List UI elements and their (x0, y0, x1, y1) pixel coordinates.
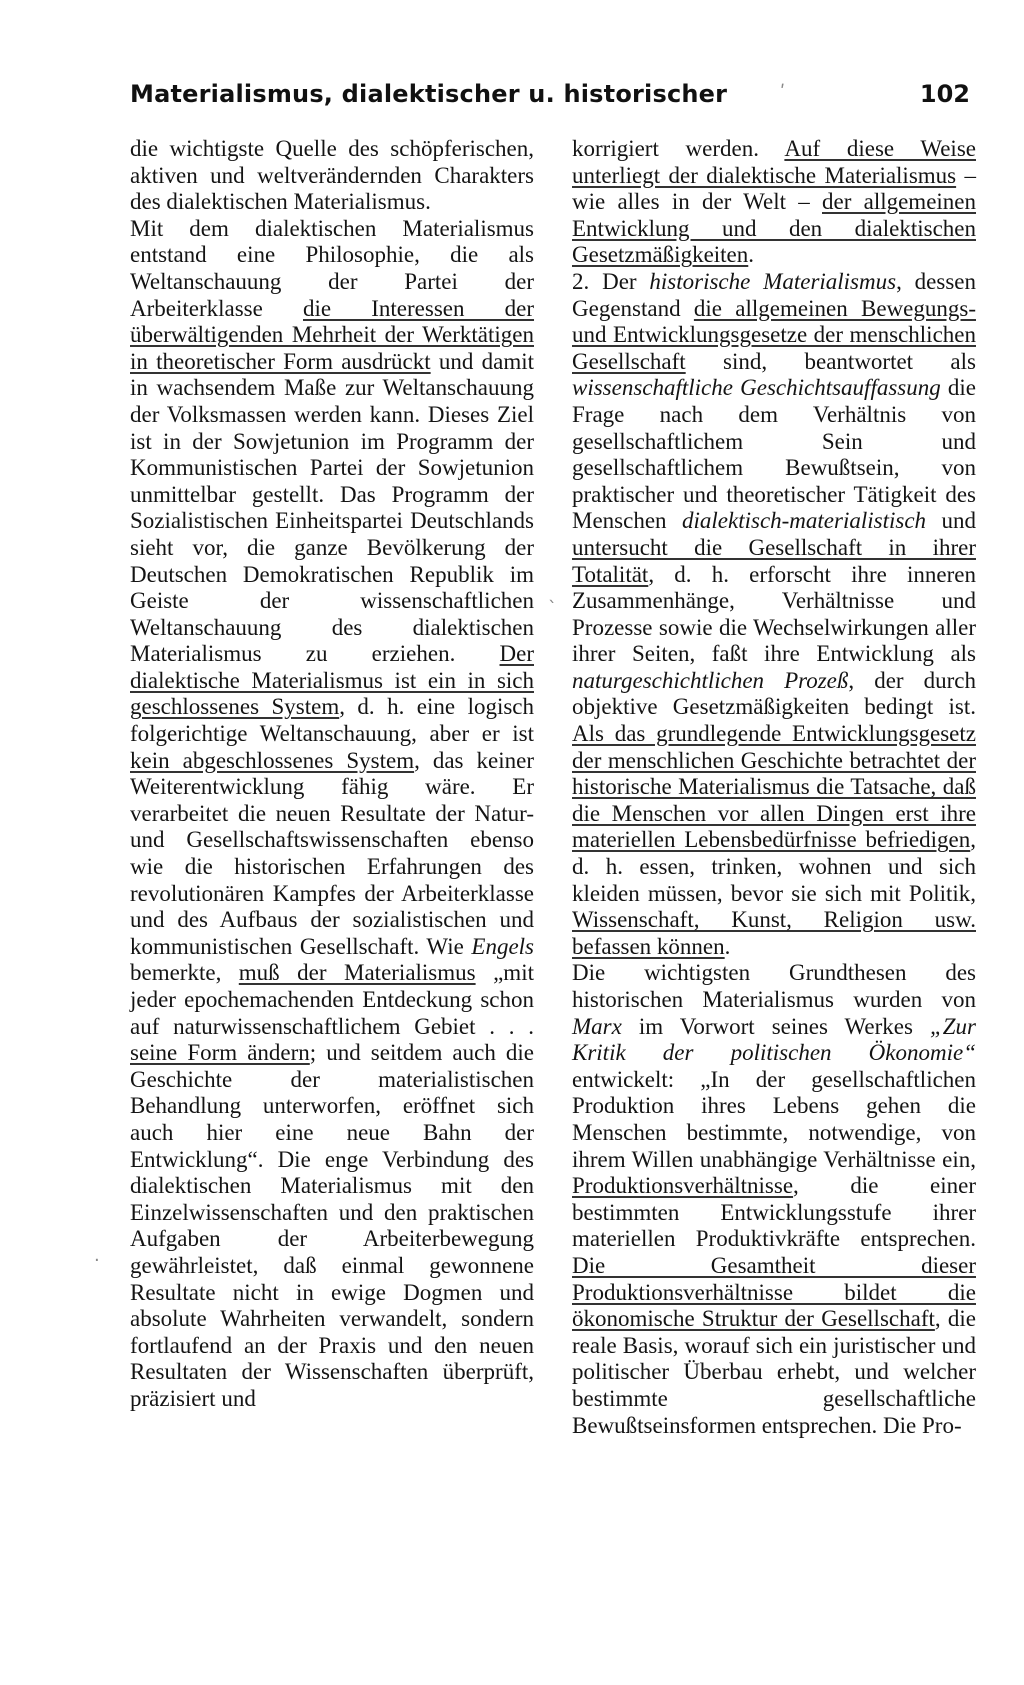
running-title: Materialismus, dialektischer u. historischer (130, 80, 728, 108)
underlined-text: die allgemeinen Bewegungs- und Entwicklungsgesetze der menschlichen Gesellschaft (572, 295, 976, 374)
text-run: und (926, 508, 977, 534)
text-run: , d. h. eine logisch folgerichtige Weltanschauung, aber er ist (130, 694, 535, 747)
italic-term: historische Materialismus (649, 268, 897, 294)
text-run: Mit dem dialektischen Materialismus entstand eine Philosophie, die als Weltanschauung der Partei der Arbeiterklasse (130, 215, 534, 321)
page-number: 102 (919, 80, 970, 108)
text-run: , der durch objektive Gesetzmäßigkeiten bedingt ist. (572, 667, 976, 720)
text-run: und damit in wachsendem Maße zur Weltanschauung der Volksmassen werden kann. Dieses Ziel ist in der Sowjetunion im Programm der Kommunistischen Partei der Sowjetunion unmittelbar gestellt. Das Programm der Sozialistischen Einheitspartei Deutschlands sieht vor, die ganze Bevölkerung der Deutschen Demokratischen Republik im Geiste der wissenschaftlichen Weltanschauung des dialektischen Materialismus zu erziehen. (130, 348, 534, 667)
underlined-text: der allgemeinen Entwicklung und den dialektischen Gesetzmäßigkeiten (572, 189, 977, 268)
margin-pencil-mark: ˋ (548, 598, 557, 619)
author-name: Engels (471, 933, 534, 959)
paragraph (130, 216, 534, 1413)
underlined-text: kein abgeschlossenes System (130, 747, 415, 773)
paragraph (572, 136, 976, 269)
left-column (130, 136, 534, 1413)
underlined-text: untersucht die Gesellschaft in ihrer Totalität (572, 534, 976, 587)
margin-pencil-mark: · (94, 1250, 100, 1271)
paragraph (130, 136, 534, 216)
text-run: . (748, 242, 755, 268)
underlined-text: Auf diese Weise unterliegt der dialektische Materialismus (572, 136, 976, 188)
underlined-text: Produktionsverhältnisse (572, 1173, 794, 1199)
paragraph (572, 960, 976, 1439)
text-run: die wichtigste Quelle des schöpferischen, aktiven und weltverändernden Charakters des dialektischen Materialismus. (130, 136, 534, 215)
underlined-text: Die Gesamtheit dieser Produktionsverhältnisse bildet die ökonomische Struktur der Gesellschaft (572, 1252, 976, 1332)
text-run: Die wichtigsten Grundthesen des historischen Materialismus wurden von (572, 960, 976, 1012)
text-run: , die reale Basis, worauf sich ein juristischer und politischer Überbau erhebt, und welcher bestimmte gesellschaftliche Bewußtseinsformen entsprechen. Die Pro- (572, 1306, 976, 1438)
work-title: „Zur Kritik der politischen Ökonomie“ (572, 1013, 976, 1066)
text-run: sind, beantwortet als (685, 348, 976, 374)
text-run: , die einer bestimmten Entwicklungsstufe ihrer materiellen Produktivkräfte entsprechen. (572, 1173, 976, 1252)
underlined-text: Wissenschaft, Kunst, Religion usw. befassen können (572, 907, 976, 959)
text-run: – wie alles in der Welt – (572, 162, 976, 215)
underlined-text: muß der Materialismus (238, 960, 476, 986)
underlined-text: seine Form ändern (130, 1040, 310, 1066)
right-column (572, 136, 976, 1439)
italic-term: wissenschaftliche Geschichtsauffassung (572, 375, 941, 401)
text-run: bemerkte, (130, 960, 239, 986)
underlined-text: Der dialektische Materialismus ist ein in sich geschlossenes System (130, 641, 534, 720)
text-run: , dessen Gegenstand (572, 268, 976, 321)
underlined-text: Als das grundlegende Entwicklungsgesetz der menschlichen Geschichte betrachtet der historische Materialismus die Tatsache, daß die Menschen vor allen Dingen erst ihre materiellen Lebensbedürfnisse befriedigen (572, 721, 976, 853)
paragraph (572, 269, 976, 960)
author-name: Marx (572, 1013, 622, 1039)
italic-term: naturgeschichtlichen Prozeß (572, 667, 849, 693)
text-run: entwickelt: „In der gesellschaftlichen Produktion ihres Lebens gehen die Menschen bestimmte, notwendige, von ihrem Willen unabhängige Verhältnisse ein, (572, 1066, 976, 1172)
text-run: im Vorwort seines Werkes (621, 1013, 930, 1039)
underlined-text: die Interessen der überwältigenden Mehrheit der Werktätigen in theoretischer Form ausdrückt (130, 295, 535, 374)
text-run: . (724, 933, 731, 959)
text-run: 2. Der (572, 268, 650, 294)
text-run: , das keiner Weiterentwicklung fähig wäre. Er verarbeitet die neuen Resultate der Natur- und Gesellschaftswissenschaften ebenso wie die historischen Erfahrungen des revolutionären Kampfes der Arbeiterklasse und des Aufbaus der sozialistischen und kommunistischen Gesellschaft. Wie (130, 747, 534, 959)
text-run: , d. h. erforscht ihre inneren Zusammenhänge, Verhältnisse und Prozesse sowie die Wechselwirkungen aller ihrer Seiten, faßt ihre Entwicklung als (572, 561, 976, 667)
italic-term: dialektisch-materialistisch (682, 508, 927, 534)
margin-pencil-mark: ʹ (780, 82, 786, 103)
text-run: ; und seitdem auch die Geschichte der materialistischen Behandlung unterworfen, eröffnet sich auch hier eine neue Bahn der Entwicklung“. Die enge Verbindung des dialektischen Materialismus mit den Einzelwissenschaften und den praktischen Aufgaben der Arbeiterbewegung gewährleistet, daß einmal gewonnene Resultate nicht in ewige Dogmen und absolute Wahrheiten verwandelt, sondern fortlaufend an der Praxis und den neuen Resultaten der Wissenschaften überprüft, präzisiert und (130, 1040, 534, 1411)
text-run: die Frage nach dem Verhältnis von gesellschaftlichem Sein und gesellschaftlichem Bewußtsein, von praktischer und theoretischer Tätigkeit des Menschen (572, 375, 976, 534)
text-run: „mit jeder epochemachenden Entdeckung schon auf naturwissenschaftlichem Gebiet . . . (130, 960, 534, 1039)
text-run: , d. h. essen, trinken, wohnen und sich kleiden müssen, bevor sie sich mit Politik, (572, 827, 976, 906)
text-run: korrigiert werden. (572, 136, 785, 161)
